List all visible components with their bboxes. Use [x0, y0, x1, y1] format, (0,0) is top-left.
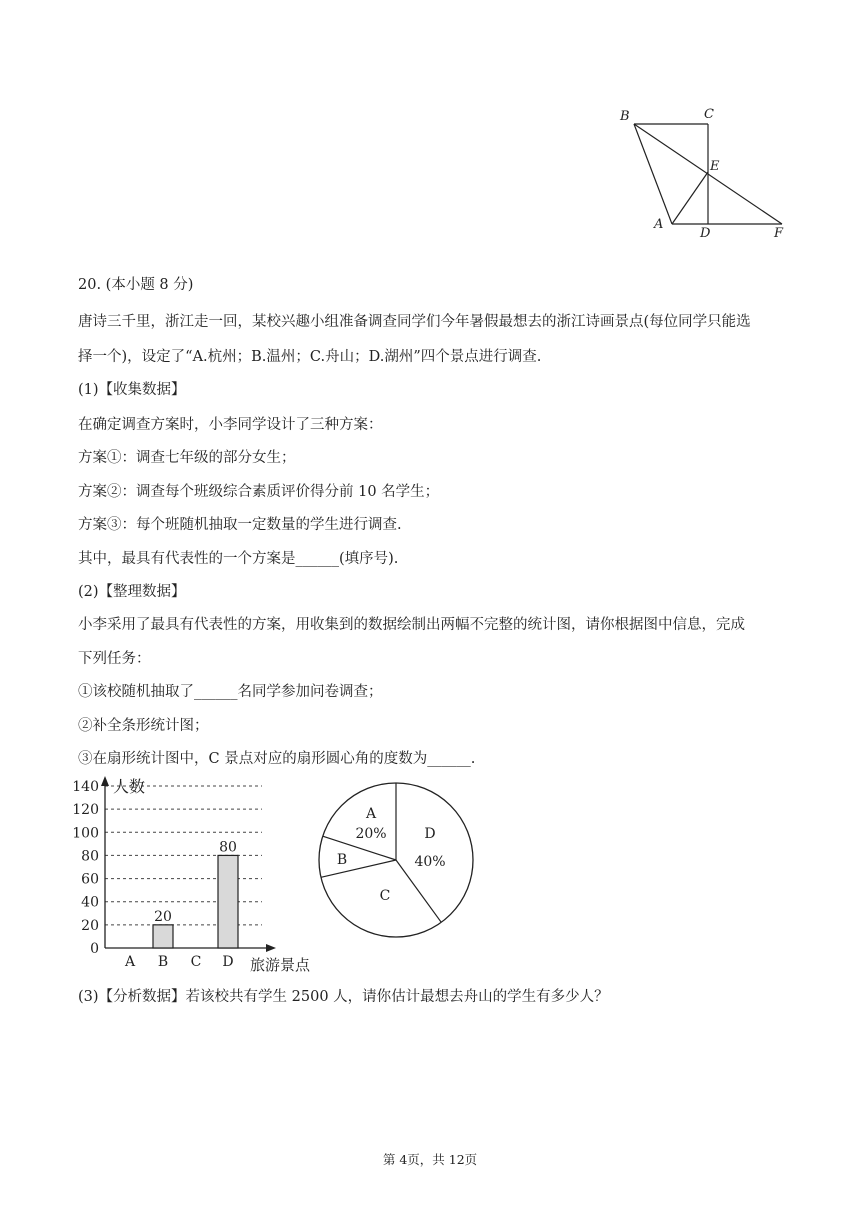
point-label-e: E	[710, 159, 720, 174]
x-tick-label: B	[157, 954, 169, 970]
pie-slice-label: C	[379, 888, 391, 904]
y-tick-label: 20	[81, 917, 99, 934]
pie-slice-label: A	[365, 806, 377, 822]
x-axis-label: 旅游景点	[250, 956, 311, 974]
pie-slice-label: D	[424, 826, 436, 842]
point-label-d: D	[700, 226, 711, 240]
part1-text: 在确定调查方案时，小李同学设计了三种方案：	[78, 417, 383, 433]
part2-line-1: 小李采用了最具有代表性的方案，用收集到的数据绘制出两幅不完整的统计图，请你根据图中信息，完成	[78, 617, 745, 633]
point-label-c: C	[704, 107, 714, 122]
part2-line-2: 下列任务：	[78, 651, 151, 667]
x-axis-arrow	[266, 944, 276, 952]
y-axis-arrow	[101, 776, 109, 786]
y-tick-label: 100	[72, 825, 99, 842]
y-tick-label: 80	[81, 848, 99, 865]
question-number: 20. (本小题 8 分)	[78, 277, 194, 293]
x-tick-label: D	[222, 954, 234, 970]
point-label-a: A	[654, 217, 664, 232]
intro-line-1: 唐诗三千里，浙江走一回，某校兴趣小组准备调查同学们今年暑假最想去的浙江诗画景点(每位同学只能选	[78, 314, 751, 330]
x-tick-label: C	[190, 954, 202, 970]
part1-title: (1)【收集数据】	[78, 382, 186, 398]
task-3: ③在扇形统计图中，C 景点对应的扇形圆心角的度数为______.	[78, 751, 476, 767]
x-tick-label: A	[124, 954, 136, 970]
point-label-f: F	[774, 226, 784, 240]
bar-data-label: 20	[154, 908, 172, 925]
y-tick-label: 120	[72, 802, 99, 819]
y-tick-label: 60	[81, 871, 99, 888]
bar-chart	[72, 776, 311, 974]
part2-title: (2)【整理数据】	[78, 584, 186, 600]
geometry-figure	[600, 100, 800, 240]
plan-1: 方案①：调查七年级的部分女生；	[78, 450, 296, 466]
pie-chart	[319, 783, 473, 937]
page-footer: 第 4页，共 12页	[382, 1152, 478, 1167]
statistics-charts	[68, 772, 488, 982]
task-1: ①该校随机抽取了______名同学参加问卷调查；	[78, 684, 383, 700]
pie-slice-percent: 20%	[355, 826, 387, 842]
y-tick-label: 0	[90, 941, 99, 957]
bar	[153, 925, 173, 948]
y-axis-label: 人数	[113, 777, 146, 796]
point-label-b: B	[620, 109, 630, 124]
y-tick-label: 40	[81, 894, 99, 911]
bar	[218, 855, 238, 948]
bar-data-label: 80	[219, 839, 237, 856]
part1-ask: 其中，最具有代表性的一个方案是______(填序号).	[78, 551, 399, 567]
pie-slice-percent: 40%	[414, 854, 446, 870]
task-2: ②补全条形统计图；	[78, 718, 209, 734]
intro-line-2: 择一个)，设定了“A.杭州；B.温州；C.舟山；D.湖州”四个景点进行调查.	[78, 349, 542, 365]
plan-3: 方案③：每个班随机抽取一定数量的学生进行调查.	[78, 517, 402, 533]
part3: (3)【分析数据】若该校共有学生 2500 人，请你估计最想去舟山的学生有多少人？	[78, 989, 609, 1005]
y-tick-label: 140	[72, 779, 99, 795]
plan-2: 方案②：调查每个班级综合素质评价得分前 10 名学生；	[78, 484, 440, 500]
pie-slice-label: B	[336, 852, 348, 868]
